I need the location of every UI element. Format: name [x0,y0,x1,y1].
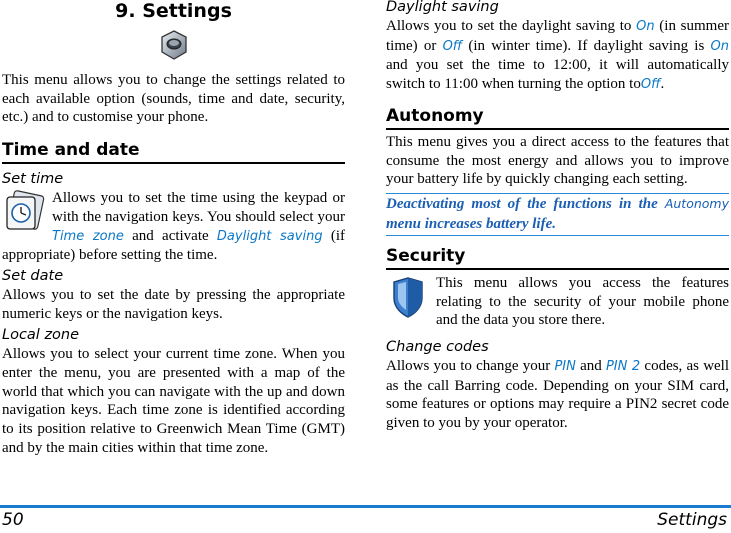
note-text-b: menu increases battery life. [386,215,556,232]
change-codes-paragraph [386,357,729,433]
clock-icon [2,189,46,233]
autonomy-paragraph: This menu gives you a direct access to the features that consume the most energy and allows you to improve your battery life by quickly changing each setting. [386,133,729,188]
footer-rule [0,505,731,508]
kw-pin: PIN [554,359,576,375]
cc-text-1: Allows you to change your [386,358,551,375]
time-date-heading: Time and date [2,138,345,164]
ds-text-2: (in summer time) or [386,18,729,54]
left-column [2,0,345,458]
local-zone-title: Local zone [2,327,80,344]
daylight-saving-paragraph [386,17,729,95]
set-time-text-c: and activate [132,227,209,244]
daylight-saving-title: Daylight saving [386,0,499,15]
note-text-a: Deactivating most of the functions in the [386,195,658,212]
right-column [386,0,729,433]
set-time-text-a: Allows you to set the time using the keypad or with the navigation keys. [52,190,345,225]
chapter-name: Settings [142,0,232,22]
ds-text-4: and you set the time to 12:00, it will automatically switch to 11:00 when turning the option to [386,57,729,93]
intro-paragraph: This menu allows you to change the settings related to each available option (sounds, time and date, security, etc.) and to customise your phone. [2,72,345,126]
kw-time-zone: Time zone [52,228,124,244]
footer-section-title: Settings [657,510,727,530]
security-paragraph [386,274,729,330]
chapter-number: 9. [115,0,136,22]
settings-nut-icon [157,28,191,62]
set-time-paragraph [2,189,345,265]
kw-on-2: On [710,38,729,54]
security-text: This menu allows you access the features relating to the security of your mobile phone and the data you store there. [436,274,729,329]
security-heading: Security [386,244,729,270]
kw-off: Off [442,38,463,54]
set-time-text-d: (if appropriate) before setting the time. [2,227,345,264]
cc-text-3: codes, as well as the call Barring code. Depending on your SIM card, some features or options may require a PIN2 secret code given to you by your operator. [386,358,730,432]
ds-text-1: Allows you to set the daylight saving to [386,18,632,34]
kw-autonomy: Autonomy [664,195,729,211]
chapter-title [2,0,345,22]
local-zone-paragraph: Allows you to select your current time zone. When you enter the menu, you are presented with a map of the world that which you can navigate with the up and down navigation keys. Each time zone is identified according to its position relative to Greenwich Mean Time (GMT) and by the main cities within that time zone. [2,346,345,456]
autonomy-note [386,193,729,236]
page-number: 50 [2,510,24,530]
kw-on: On [636,19,655,34]
shield-icon [386,274,430,320]
autonomy-heading: Autonomy [386,104,729,130]
change-codes-title: Change codes [386,339,489,356]
kw-off-2: Off [640,77,661,93]
set-date-title: Set date [2,267,64,284]
ds-text-3: (in winter time). If daylight saving is [468,37,705,54]
kw-daylight-saving: Daylight saving [216,228,323,244]
set-date-paragraph: Allows you to set the date by pressing the appropriate numeric keys or the navigation keys. [2,286,345,322]
set-time-title: Set time [2,171,64,188]
cc-text-2: and [580,358,602,375]
set-time-text-b: You should select your [207,208,345,225]
ds-text-5: . [660,76,665,93]
kw-pin2: PIN 2 [605,359,641,375]
